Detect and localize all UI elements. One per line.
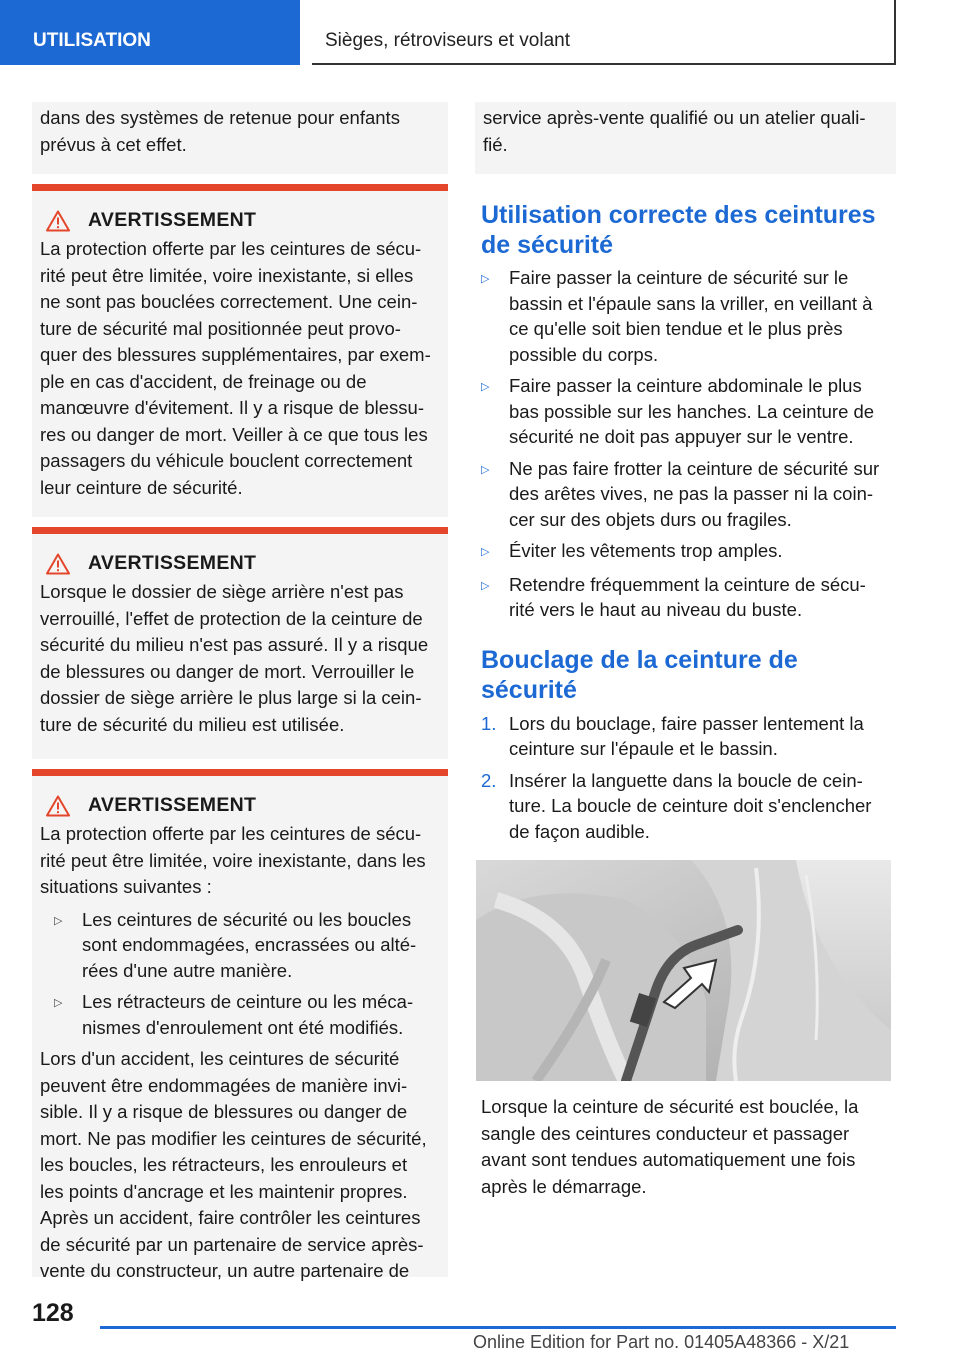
warning-box bbox=[32, 769, 448, 1281]
warning-line: dossier de siège arrière le plus large si la cein- bbox=[40, 687, 422, 708]
triangle-bullet-icon: ▷ bbox=[481, 273, 490, 285]
list-line: Éviter les vêtements trop amples. bbox=[509, 540, 783, 561]
list-item bbox=[481, 456, 896, 533]
list-item bbox=[481, 572, 896, 623]
page-number: 128 bbox=[32, 1299, 74, 1327]
section-title: UTILISATION bbox=[33, 30, 151, 51]
list-line: Retendre fréquemment la ceinture de sécu- bbox=[509, 573, 866, 595]
section-heading bbox=[481, 200, 896, 260]
caption-line: sangle des ceintures conducteur et passager bbox=[481, 1122, 850, 1144]
warning-line: Lorsque le dossier de siège arrière n'est pas bbox=[40, 581, 404, 602]
list-item bbox=[481, 538, 896, 566]
warning-line: sécurité du milieu n'est pas assuré. Il y a risque bbox=[40, 634, 429, 655]
section-tab bbox=[0, 0, 300, 65]
warning-line: peuvent être endommagées de manière invi- bbox=[40, 1074, 408, 1096]
triangle-bullet-icon: ▷ bbox=[481, 546, 490, 558]
chapter-header bbox=[312, 0, 896, 65]
step-line: de façon audible. bbox=[509, 820, 650, 842]
warning-line: ture de sécurité mal positionnée peut provo- bbox=[40, 317, 401, 339]
warning-line: de sécurité par un partenaire de service après- bbox=[40, 1233, 424, 1255]
intro-box bbox=[32, 102, 448, 174]
step-number: 2. bbox=[481, 769, 497, 791]
warning-triangle-icon bbox=[46, 553, 70, 575]
warning-line: leur ceinture de sécurité. bbox=[40, 476, 243, 498]
warning-line: verrouillé, l'effet de protection de la ceinture de bbox=[40, 607, 423, 629]
step-line: Lors du bouclage, faire passer lentement la bbox=[509, 712, 864, 734]
figure-caption bbox=[481, 1094, 896, 1200]
intro-line: prévus à cet effet. bbox=[40, 133, 187, 155]
seatbelt-buckle-illustration bbox=[476, 860, 891, 1081]
warning-box bbox=[32, 527, 448, 759]
warning-line: rité peut être limitée, voire inexistante, dans les bbox=[40, 849, 426, 871]
heading-line: Bouclage de la ceinture de bbox=[481, 645, 798, 674]
list-line: ce qu'elle soit bien tendue et le plus près bbox=[509, 318, 843, 339]
warning-title: AVERTISSEMENT bbox=[88, 552, 257, 574]
warning-title: AVERTISSEMENT bbox=[88, 794, 257, 816]
heading-line: sécurité bbox=[481, 675, 577, 704]
continuation-line: service après-vente qualifié ou un atelier quali- bbox=[483, 107, 866, 128]
warning-line: passagers du véhicule bouclent correctement bbox=[40, 450, 413, 471]
warning-line: vente du constructeur, un autre partenaire de bbox=[40, 1260, 410, 1281]
intro-line: dans des systèmes de retenue pour enfants bbox=[40, 107, 400, 128]
caption-line: Lorsque la ceinture de sécurité est bouclée, la bbox=[481, 1096, 859, 1117]
numbered-step bbox=[481, 711, 896, 762]
warning-line: Lors d'un accident, les ceintures de sécurité bbox=[40, 1048, 400, 1069]
warning-triangle-icon bbox=[46, 795, 70, 817]
caption-line: après le démarrage. bbox=[481, 1175, 647, 1197]
warning-triangle-icon bbox=[46, 210, 70, 232]
warning-line: de blessures ou danger de mort. Verrouiller le bbox=[40, 660, 415, 682]
step-line: ceinture sur l'épaule et le bassin. bbox=[509, 738, 778, 759]
continuation-box bbox=[475, 102, 896, 174]
list-item bbox=[40, 907, 438, 984]
warning-line: rité peut être limitée, voire inexistante, si elles bbox=[40, 264, 414, 286]
list-line: rité vers le haut au niveau du buste. bbox=[509, 599, 803, 620]
step-line: Insérer la languette dans la boucle de cein- bbox=[509, 769, 863, 791]
list-line: Faire passer la ceinture abdominale le plus bbox=[509, 375, 862, 396]
list-item bbox=[40, 989, 438, 1040]
warning-line: les boucles, les rétracteurs, les enrouleurs et bbox=[40, 1154, 408, 1175]
warning-line: res ou danger de mort. Veiller à ce que tous les bbox=[40, 423, 428, 445]
warning-line: manœuvre d'évitement. Il y a risque de blessu- bbox=[40, 397, 424, 418]
list-line: Ne pas faire frotter la ceinture de sécurité sur bbox=[509, 457, 880, 479]
warning-box bbox=[32, 184, 448, 517]
warning-line: mort. Ne pas modifier les ceintures de sécurité, bbox=[40, 1127, 427, 1149]
heading-line: Utilisation correcte des ceintures bbox=[481, 201, 876, 229]
list-line: sont endommagées, encrassées ou alté- bbox=[82, 934, 417, 955]
list-item bbox=[481, 373, 896, 450]
footer-rule bbox=[100, 1326, 896, 1329]
triangle-bullet-icon: ▷ bbox=[481, 381, 490, 393]
list-line: des arêtes vives, ne pas la passer ni la coin- bbox=[509, 483, 874, 504]
warning-heading bbox=[40, 794, 438, 817]
triangle-bullet-icon: ▷ bbox=[54, 914, 63, 927]
warning-title: AVERTISSEMENT bbox=[88, 209, 257, 231]
warning-line: quer des blessures supplémentaires, par exem- bbox=[40, 344, 431, 365]
section-heading bbox=[481, 645, 896, 705]
list-line: nismes d'enroulement ont été modifiés. bbox=[82, 1016, 404, 1038]
warning-line: sible. Il y a risque de blessures ou danger de bbox=[40, 1101, 408, 1122]
list-line: rées d'une autre manière. bbox=[82, 959, 293, 981]
list-line: bassin et l'épaule sans la vriller, en veillant à bbox=[509, 292, 873, 314]
triangle-bullet-icon: ▷ bbox=[481, 579, 490, 592]
continuation-line: fié. bbox=[483, 133, 508, 155]
list-line: cer sur des objets durs ou fragiles. bbox=[509, 508, 792, 530]
warning-line: ture de sécurité du milieu est utilisée. bbox=[40, 713, 345, 735]
warning-line: situations suivantes : bbox=[40, 876, 212, 897]
warning-line: les points d'ancrage et les maintenir propres. bbox=[40, 1180, 408, 1202]
list-line: Les ceintures de sécurité ou les boucles bbox=[82, 908, 412, 930]
triangle-bullet-icon: ▷ bbox=[481, 463, 490, 476]
numbered-step bbox=[481, 768, 896, 845]
list-line: Faire passer la ceinture de sécurité sur le bbox=[509, 267, 849, 288]
warning-line: Après un accident, faire contrôler les ceintures bbox=[40, 1207, 421, 1228]
list-line: Les rétracteurs de ceinture ou les méca- bbox=[82, 991, 414, 1012]
chapter-title: Sièges, rétroviseurs et volant bbox=[325, 30, 571, 51]
caption-line: avant sont tendues automatiquement une fois bbox=[481, 1149, 856, 1170]
step-line: ture. La boucle de ceinture doit s'enclencher bbox=[509, 795, 872, 816]
list-line: possible du corps. bbox=[509, 343, 659, 365]
warning-line: ne sont pas bouclées correctement. Une cein- bbox=[40, 291, 418, 312]
warning-line: La protection offerte par les ceintures de sécu- bbox=[40, 823, 422, 844]
right-column bbox=[481, 200, 896, 844]
list-line: sécurité ne doit pas appuyer sur le ventre. bbox=[509, 426, 854, 447]
warning-heading bbox=[40, 552, 438, 575]
heading-line: de sécurité bbox=[481, 231, 614, 259]
edition-label: Online Edition for Part no. 01405A48366 - X/21 bbox=[473, 1332, 850, 1352]
warning-line: La protection offerte par les ceintures de sécu- bbox=[40, 238, 422, 259]
list-item bbox=[481, 265, 896, 367]
triangle-bullet-icon: ▷ bbox=[54, 997, 63, 1009]
list-line: bas possible sur les hanches. La ceinture de bbox=[509, 400, 875, 422]
step-number: 1. bbox=[481, 712, 497, 734]
warning-heading bbox=[40, 209, 438, 232]
warning-line: ple en cas d'accident, de freinage ou de bbox=[40, 370, 367, 392]
